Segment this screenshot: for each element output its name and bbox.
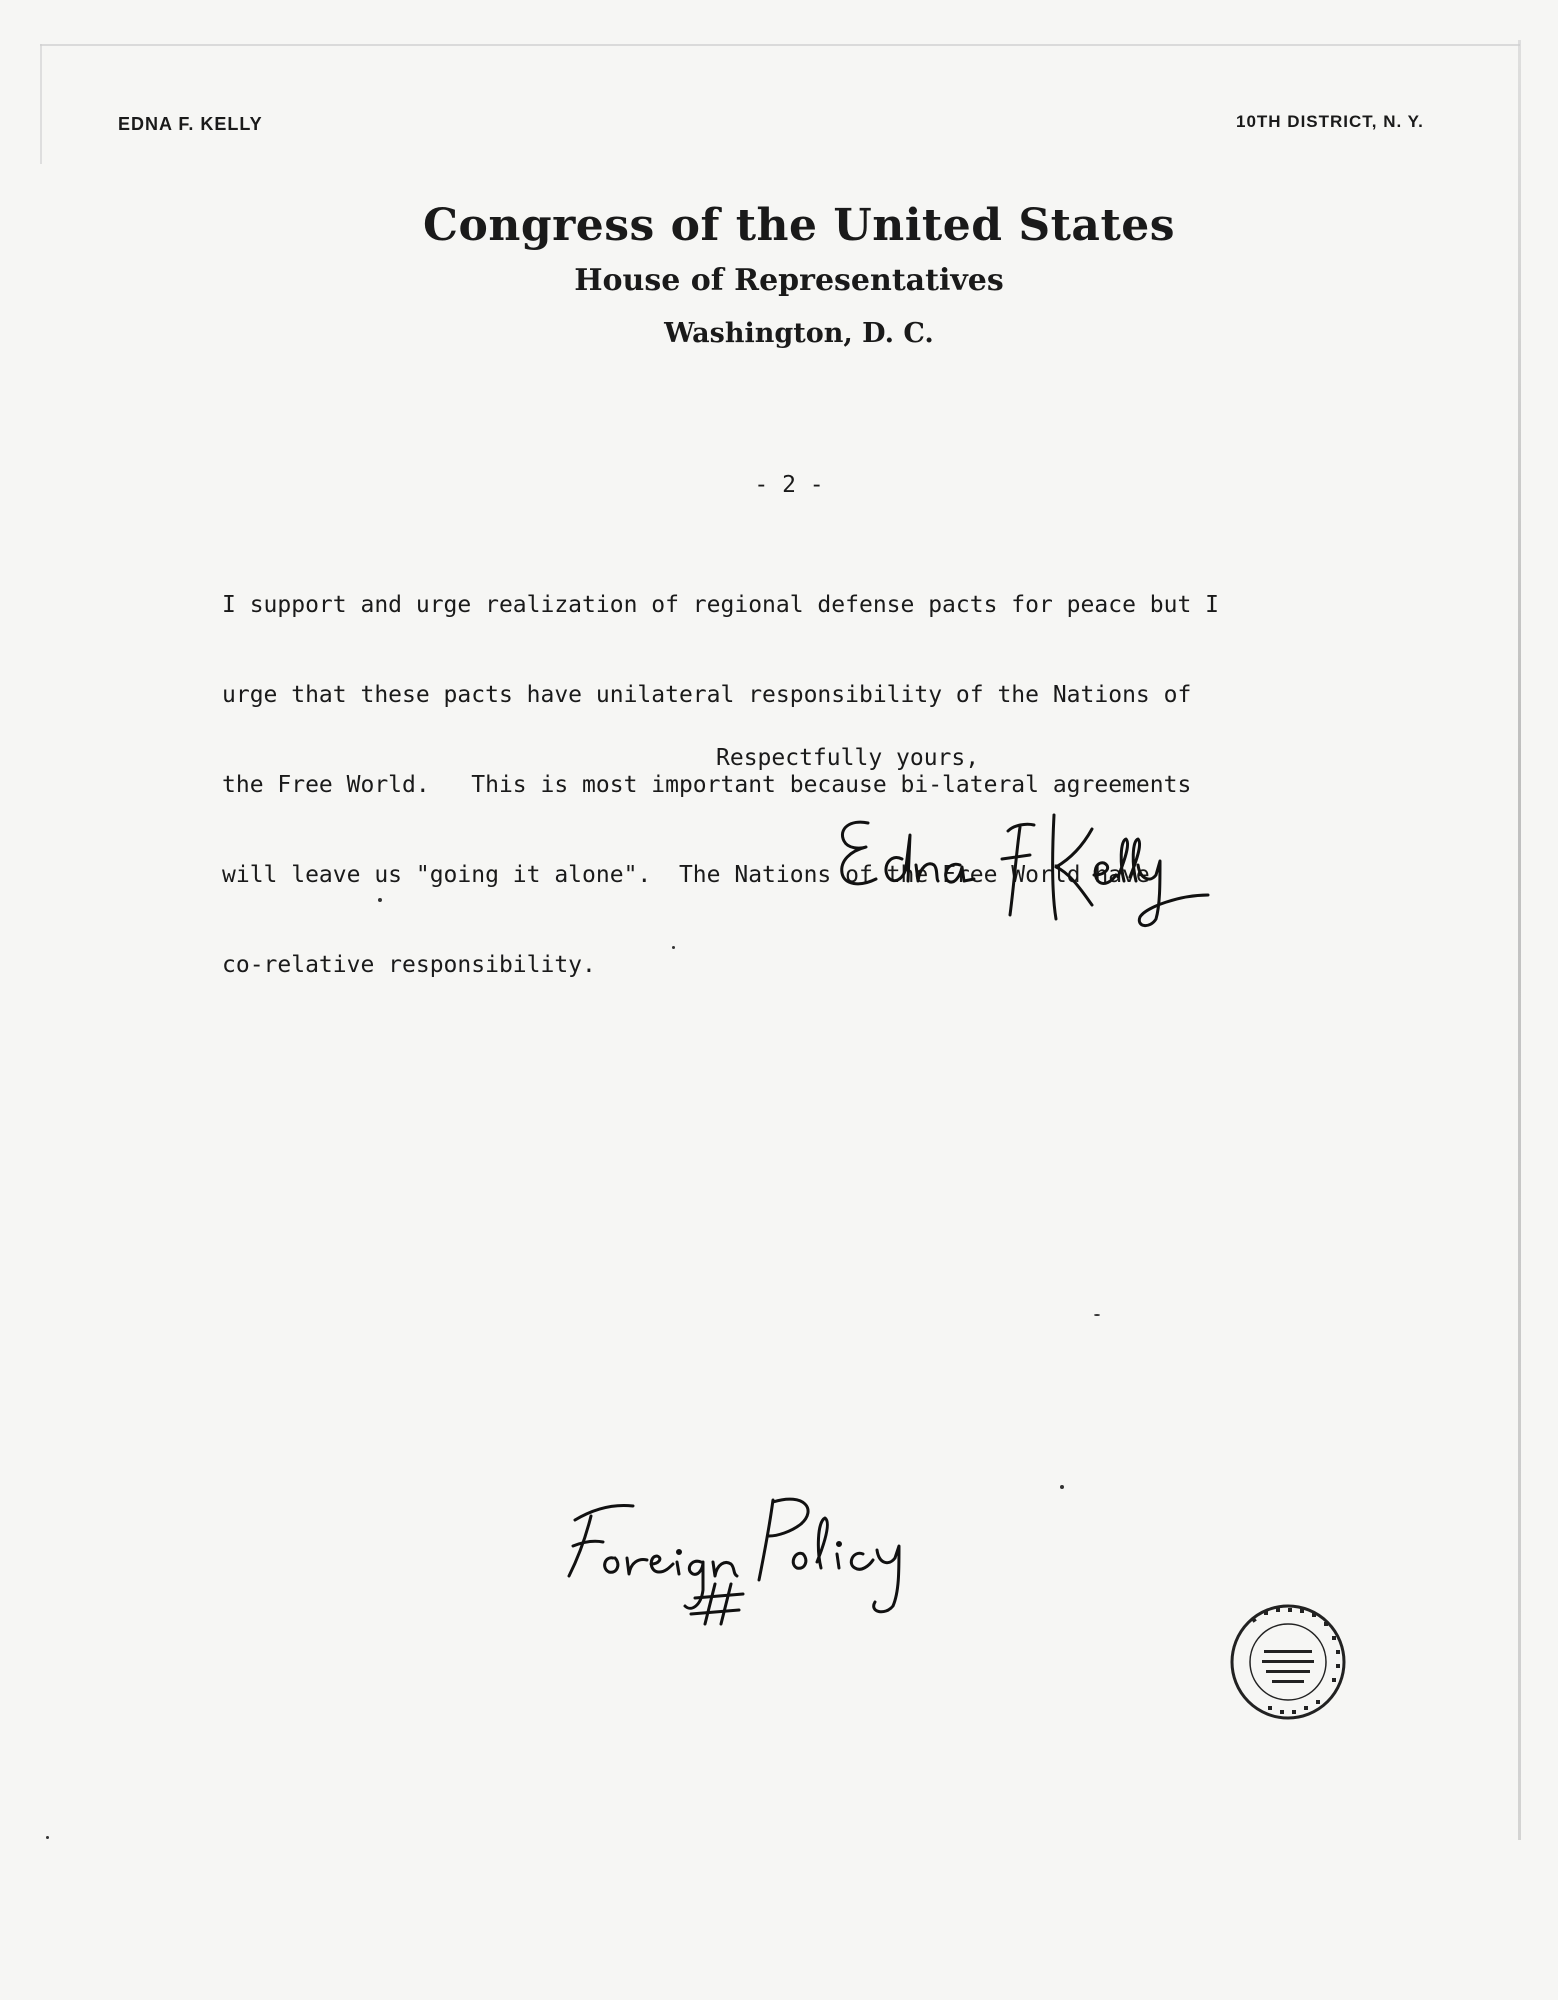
page-edge-left [40,44,42,164]
signature-drawing [820,795,1240,945]
archive-stamp [1228,1602,1348,1726]
letterhead-city: Washington, D. C. [664,318,934,349]
page-edge-top [40,44,1520,46]
handwritten-note-drawing [555,1480,1005,1640]
letterhead-house: House of Representatives [574,263,1004,298]
scan-speck [1094,1314,1100,1316]
letter-body [222,530,1219,1040]
handwritten-note [555,1480,1005,1644]
page-number: - 2 - [754,472,824,498]
scan-speck [1060,1485,1064,1489]
scan-speck [378,898,382,902]
archive-stamp-drawing [1228,1602,1348,1722]
scan-speck [672,946,675,949]
body-line: urge that these pacts have unilateral responsibility of the Nations of [222,682,1192,708]
body-line: will leave us "going it alone". The Nations of the Free World have [222,862,1150,888]
body-line: I support and urge realization of regional defense pacts for peace but I [222,592,1219,618]
closing-salutation: Respectfully yours, [716,745,980,771]
body-line: co-relative responsibility. [222,952,596,978]
body-line: the Free World. This is most important because bi-lateral agreements [222,772,1192,798]
page-edge-right [1518,40,1521,1840]
scan-speck [46,1836,49,1839]
district-label: 10TH DISTRICT, N. Y. [1236,112,1424,131]
member-name: EDNA F. KELLY [118,114,263,134]
signature [820,795,1240,949]
letterhead-congress: Congress of the United States [422,200,1176,251]
